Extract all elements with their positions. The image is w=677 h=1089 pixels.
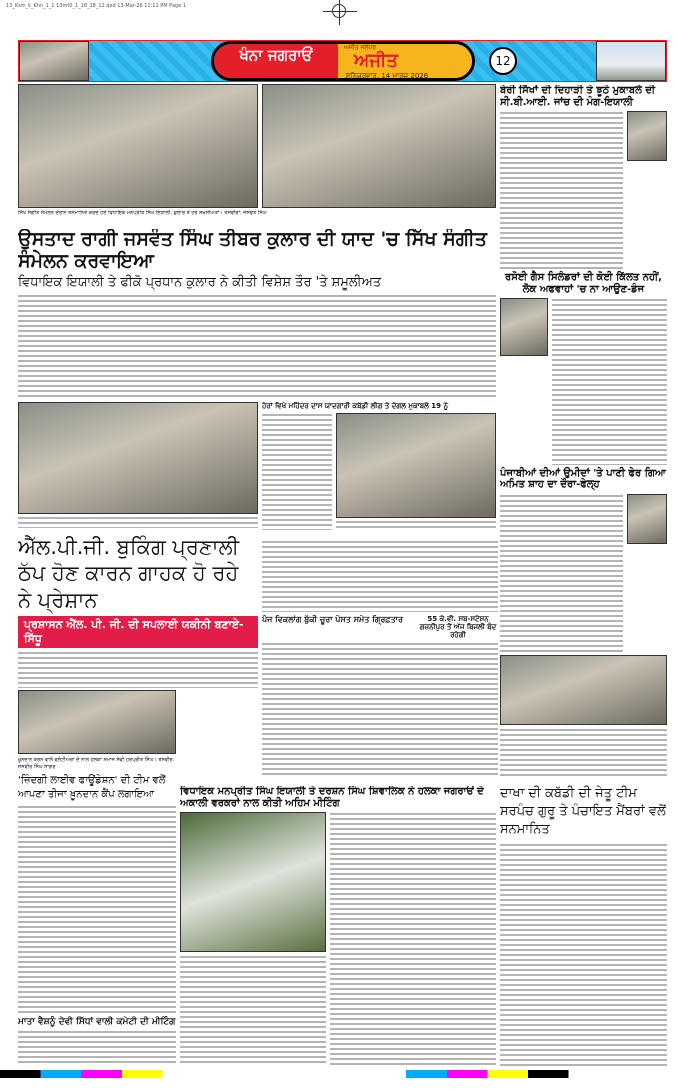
color-calibration-bar [0, 1070, 677, 1078]
blood-headline: 'ਜ਼ਿੰਦਗੀ ਲਾਈਵ ਫਾਊਂਡੇਸ਼ਨ' ਦੀ ਟੀਮ ਵਲੋਂ ਆਪਣਾ ਤੀਜਾ ਖ਼ੂਨਦਾਨ ਕੈਂਪ ਲਗਾਇਆ [18, 775, 166, 800]
newspaper-logo [211, 41, 475, 81]
kabaddi-headline: ਹੇਰਾਂ ਵਿਖੇ ਮਹਿੰਦਰ ਦਾਸ ਯਾਦਗਾਰੀ ਕਬੱਡੀ ਲੀਗ ਤੇ ਦੰਗਲ ਮੁਕਾਬਲੇ 19 ਨੂੰ [262, 402, 449, 410]
amit-body [500, 494, 623, 652]
dakha-story [500, 785, 667, 1066]
middle-column [262, 540, 498, 778]
masthead [18, 40, 667, 82]
right-top-body [500, 111, 623, 269]
lpg-red-bar: ਪ੍ਰਸ਼ਾਸਨ ਐੱਲ. ਪੀ. ਜੀ. ਦੀ ਸਪਲਾਈ ਯਕੀਨੀ ਬਣਾਏ-ਸਿੱਧੂ [18, 616, 258, 649]
power-headline: 55 ਕੇ.ਵੀ. ਸਬ-ਸਟੇਸ਼ਨ ਗਜ਼ਨੀਪੁਰ ਤੋਂ ਅੱਜ ਬਿਜਲੀ ਬੰਦ ਰਹੇਗੀ [419, 615, 497, 640]
kabaddi-team-photo [500, 655, 667, 725]
lpg-body-continued [262, 540, 498, 612]
dakha-body [500, 843, 667, 1066]
gas-headline: ਰਸੋਈ ਗੈਸ ਸਿਲੰਡਰਾਂ ਦੀ ਕੋਈ ਕਿੱਲਤ ਨਹੀਂ, ਲੋਕ ਅਫਵਾਹਾਂ 'ਚ ਨਾ ਆਉਣ-ਡੰਜ [505, 272, 662, 295]
kabaddi-story [262, 402, 496, 530]
meeting-body-left [180, 955, 326, 1066]
mata-headline: ਮਾਤਾ ਵੈਸ਼ਨੂੰ ਦੇਵੀ ਸਿੱਧਾਂ ਵਾਲੀ ਕਮੇਟੀ ਦੀ ਮੀਟਿੰਗ [18, 1016, 176, 1027]
right-mid-body [500, 728, 667, 778]
main-story [18, 229, 496, 399]
kabaddi-caption [336, 520, 496, 530]
lpg-cylinders-photo [18, 402, 258, 514]
kabaddi-poster-photo [336, 413, 496, 518]
brand-name: ਅਜੀਤ [353, 50, 398, 71]
blood-camp-photo [18, 690, 176, 754]
lpg-story [18, 534, 258, 688]
leader-portrait [627, 494, 667, 544]
amit-headline: ਪੰਜਾਬੀਆਂ ਦੀਆਂ ਉਮੀਦਾਂ 'ਤੇ ਪਾਣੀ ਫੇਰ ਗਿਆ ਅਮਿਤ ਸ਼ਾਹ ਦਾ ਦੌਰਾ-ਫੇਲ੍ਹ [500, 467, 666, 491]
main-story-body [18, 294, 496, 399]
left-bottom-column [18, 690, 176, 1066]
gas-body [552, 298, 667, 464]
temple-photo [596, 41, 666, 81]
photo-caption: ਸਿੱਖ ਸੰਗੀਤ ਸੰਮੇਲਨ ਦੌਰਾਨ ਸਨਮਾਨਿਤ ਕਰਦੇ ਹੋਏ ਵਿਧਾਇਕ ਮਨਪ੍ਰੀਤ ਸਿੰਘ ਇਯਾਲੀ, ਕੁਲਾਰ ਤੇ ਹੋਰ ਸ਼ਖ਼ਸੀਅਤਾਂ। ਤਸਵੀਰਾਂ: ਜਸਵੰਤ ਸਿੰਘ [18, 210, 267, 216]
official-portrait [500, 298, 548, 356]
right-column [500, 85, 667, 778]
bookie-body [262, 642, 498, 778]
lpg-photo-caption [18, 516, 258, 528]
dakha-headline: ਦਾਖਾ ਦੀ ਕਬੱਡੀ ਦੀ ਜੇਤੂ ਟੀਮ ਸਰਪੰਚ ਗੁਰੂ ਤੇ ਪੰਚਾਇਤ ਮੈਂਬਰਾਂ ਵਲੋਂ ਸਨਮਾਨਿਤ [500, 786, 666, 838]
main-headline: ਉਸਤਾਦ ਰਾਗੀ ਜਸਵੰਤ ਸਿੰਘ ਤੀਬਰ ਕੁਲਾਰ ਦੀ ਯਾਦ 'ਚ ਸਿੱਖ ਸੰਗੀਤ ਸੰਮੇਲਨ ਕਰਵਾਇਆ [18, 229, 487, 272]
meeting-group-photo [180, 812, 326, 952]
lpg-body [18, 651, 258, 688]
mata-body [18, 1030, 176, 1066]
issue-date: ਸ਼ਨਿਚਰਵਾਰ, 14 ਮਾਰਚ 2026 [345, 72, 429, 80]
lpg-headline: ਐੱਲ.ਪੀ.ਜੀ. ਬੁਕਿੰਗ ਪ੍ਰਣਾਲੀ ਠੱਪ ਹੋਣ ਕਾਰਨ ਗਾਹਕ ਹੋ ਰਹੇ ਨੇ ਪ੍ਰੇਸ਼ਾਨ [18, 535, 240, 612]
blood-body [18, 805, 176, 1014]
right-top-headline: ਬੇਰੀ ਸਿੱਖਾਂ ਦੀ ਦਿਹਾੜੀ ਤੇ ਝੂਠੇ ਮੁਕਾਬਲੇ ਦੀ ਸੀ.ਬੀ.ਆਈ. ਜਾਂਚ ਦੀ ਮੰਗ-ਇਯਾਲੀ [500, 85, 656, 108]
meeting-body [330, 812, 496, 1066]
main-subheadline: ਵਿਧਾਇਕ ਇਯਾਲੀ ਤੇ ਫੀਕੋ ਪ੍ਰਧਾਨ ਕੁਲਾਰ ਨੇ ਕੀਤੀ ਵਿਸ਼ੇਸ਼ ਤੌਰ 'ਤੇ ਸ਼ਮੂਲੀਅਤ [18, 274, 382, 290]
music-event-photo-1 [18, 84, 258, 208]
blood-camp-caption: ਖ਼ੂਨਦਾਨ ਕਰਨ ਵਾਲੇ ਵਲੰਟੀਅਰਾਂ ਦੇ ਨਾਲ ਹਲਕਾ ਸਮਾਜ ਸੇਵੀ ਹਰਪ੍ਰੀਤ ਸਿੰਘ। ਤਸਵੀਰ: ਜਸਵੀਰ ਸਿੰਘ ਸਾਗਰ [18, 757, 175, 770]
bridge-photo [19, 41, 89, 81]
music-event-photo-2 [262, 84, 496, 208]
registration-mark-icon [332, 4, 346, 18]
logo-pre: ਅਜੀਤ ਜਲੰਧਰ [343, 44, 376, 51]
kabaddi-body [262, 413, 332, 530]
meeting-story [180, 786, 496, 1066]
print-slug: 13_Ksm_k_Khn_1_1 13mt0_1_18_18_12.qxd 13-Mar-26 11:11 PM Page 1 [6, 3, 187, 9]
bookie-headline: ਪੰਜ ਵਿਕਲਾਂਗ ਬੁੱਕੀ ਚੂਰਾ ਪੋਸਤ ਸਮੇਤ ਗ੍ਰਿਫ਼ਤਾਰ [262, 615, 403, 624]
edition-name: ਖੰਨਾ ਜਗਰਾਓਂ [214, 44, 338, 78]
page-number: 12 [489, 47, 517, 75]
meeting-headline: ਵਿਧਾਇਕ ਮਨਪ੍ਰੀਤ ਸਿੰਘ ਇਯਾਲੀ ਤੇ ਦਰਸ਼ਨ ਸਿੰਘ ਸ਼ਿਵਾਲਿਕ ਨੇ ਹਲਕਾ ਜਗਰਾਓਂ ਦੇ ਅਕਾਲੀ ਵਰਕਰਾਂ ਨਾਲ ਕੀਤੀ ਅਹਿਮ ਮੀਟਿੰਗ [180, 786, 484, 809]
portrait-photo [627, 111, 667, 161]
